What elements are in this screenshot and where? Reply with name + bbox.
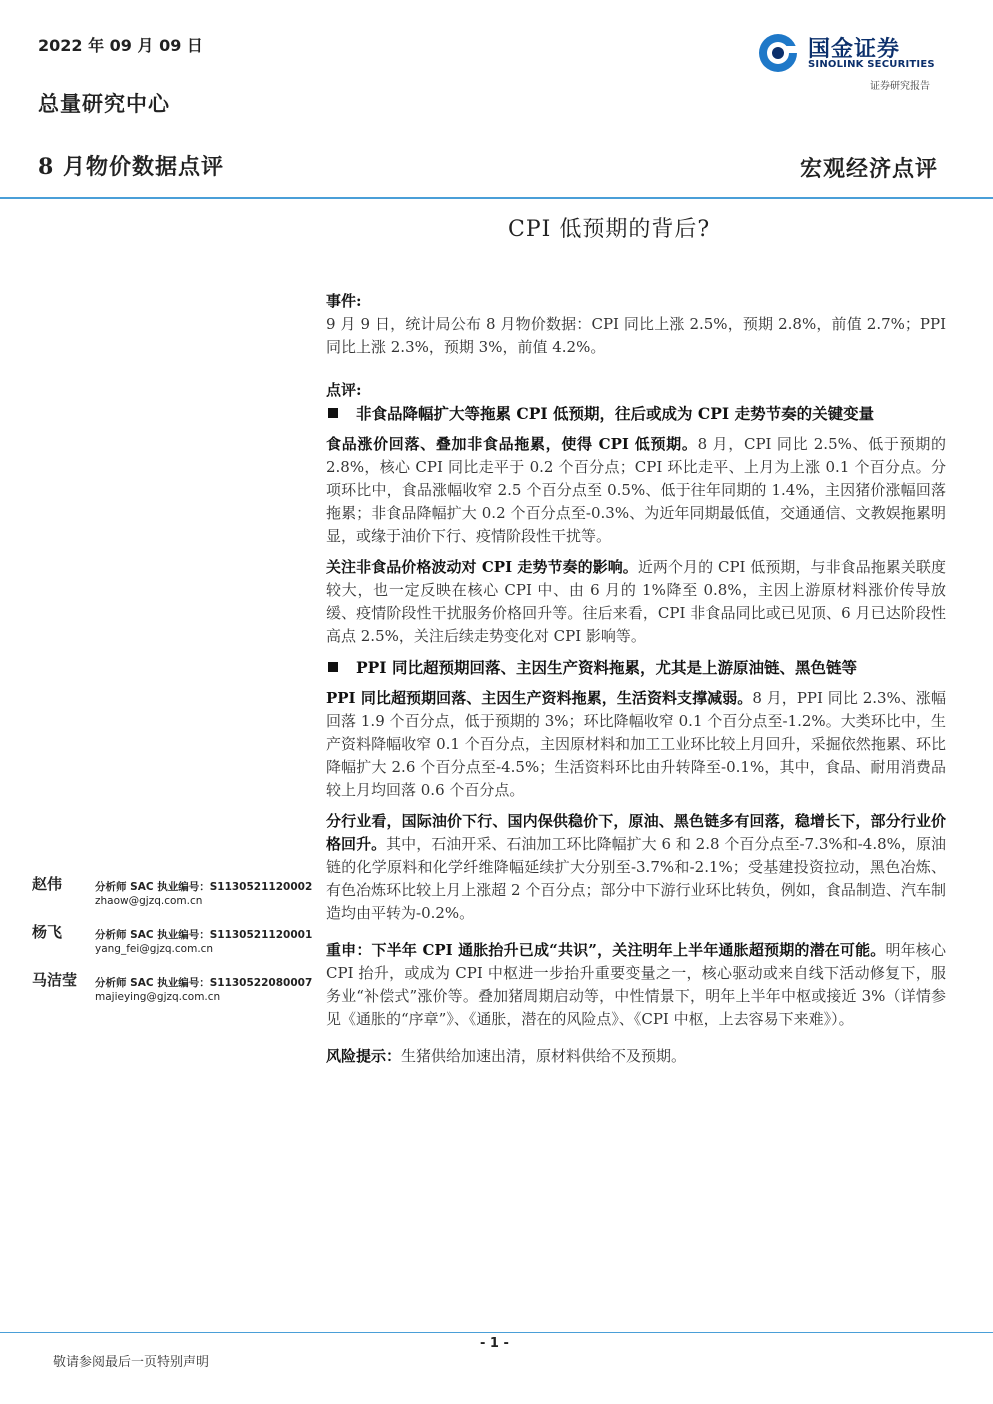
analyst-cert: 分析师 SAC 执业编号：S1130521120002 (95, 881, 313, 893)
analyst-name: 马洁莹 (32, 971, 78, 989)
paragraph-lead: PPI 同比超预期回落、主因生产资料拖累，生活资料支撑减弱。 (326, 689, 753, 707)
paragraph-text: 8 月，PPI 同比 2.3%、涨幅回落 1.9 个百分点，低于预期的 3%；环比降幅收窄 0.1 个百分点至-1.2%。大类环比中，生产资料降幅收窄 0.1 个百分点，主因原材料和加工工业环比较上月回升，采掘依然拖累、环比降幅扩大 2.6 个百分点至-4.5%；生活资料环比由升转降至-0.1%，其中，食品、耐用消费品较上月均回落 0.6 个百分点。 (326, 689, 946, 799)
analyst-cert: 分析师 SAC 执业编号：S1130521120001 (95, 929, 313, 941)
bullet-ppi (326, 656, 946, 679)
event-text: 9 月 9 日，统计局公布 8 月物价数据：CPI 同比上涨 2.5%，预期 2.8%，前值 2.7%；PPI 同比上涨 2.3%，预期 3%，前值 4.2%。 (326, 315, 946, 356)
department-name: 总量研究中心 (38, 91, 170, 116)
analyst-entry (32, 921, 312, 969)
footer-disclaimer: 敬请参阅最后一页特别声明 (53, 1355, 210, 1370)
event-heading: 事件: (326, 292, 362, 310)
report-date: 2022 年 09 月 09 日 (38, 36, 203, 55)
paragraph-ppi (326, 687, 946, 802)
analyst-name: 杨飞 (32, 923, 63, 941)
paragraph-cpi-nonfood (326, 556, 946, 648)
analyst-entry (32, 873, 312, 921)
risk-label: 风险提示： (326, 1047, 402, 1065)
report-title: CPI 低预期的背后? (508, 217, 711, 242)
header-divider (0, 197, 993, 199)
paragraph-industry (326, 810, 946, 925)
brand-subtitle: 证券研究报告 (870, 81, 930, 92)
paragraph-text: 其中，石油开采、石油加工环比降幅扩大 6 和 2.8 个百分点至-7.3%和-4.8%，原油链的化学原料和化学纤维降幅延续扩大分别至-3.7%和-2.1%；受基建投资拉动，黑色冶炼、有色冶炼环比较上月上涨超 2 个百分点；部分中下游行业环比转负，例如，食品制造、汽车制造均由平转为-0.2%。 (326, 835, 946, 922)
bullet-cpi-text: 非食品降幅扩大等拖累 CPI 低预期，往后或成为 CPI 走势节奏的关键变量 (356, 404, 875, 423)
sinolink-logo-icon (757, 32, 801, 74)
paragraph-text: 近两个月的 CPI 低预期，与非食品拖累关联度较大，也一定反映在核心 CPI 中、由 6 月的 1%降至 0.8%，主因上游原材料涨价传导放缓、疫情阶段性干扰服务价格回升等。往后来看，CPI 非食品同比或已见顶、6 月已达阶段性高点 2.5%，关注后续走势变化对 CPI 影响等。 (326, 558, 946, 645)
report-subject: 8 月物价数据点评 (38, 154, 224, 180)
paragraph-lead: 重申：下半年 CPI 通胀抬升已成“共识”，关注明年上半年通胀超预期的潜在可能。 (326, 941, 886, 959)
risk-text: 生猪供给加速出清，原材料供给不及预期。 (401, 1047, 687, 1065)
analyst-email[interactable]: yang_fei@gjzq.com.cn (95, 943, 214, 955)
paragraph-lead: 食品涨价回落、叠加非食品拖累，使得 CPI 低预期。 (326, 435, 698, 453)
bullet-square-icon (328, 662, 338, 672)
analyst-name: 赵伟 (32, 875, 63, 893)
paragraph-outlook (326, 939, 946, 1031)
analyst-list (32, 873, 312, 1017)
page-number: - 1 - (480, 1336, 509, 1351)
paragraph-lead: 关注非食品价格波动对 CPI 走势节奏的影响。 (326, 558, 638, 576)
bullet-cpi (326, 402, 946, 425)
analyst-cert: 分析师 SAC 执业编号：S1130522080007 (95, 977, 313, 989)
bullet-square-icon (328, 408, 338, 418)
brand-name-cn: 国金证券 (808, 37, 901, 62)
paragraph-cpi-food (326, 433, 946, 548)
report-body (326, 290, 946, 1068)
bullet-ppi-text: PPI 同比超预期回落、主因生产资料拖累，尤其是上游原油链、黑色链等 (356, 658, 857, 677)
footer-divider (0, 1332, 993, 1333)
paragraph-lead: 分行业看，国际油价下行、国内保供稳价下，原油、黑色链多有回落，稳增长下，部分行业价格回升。 (326, 812, 946, 853)
analyst-email[interactable]: zhaow@gjzq.com.cn (95, 895, 203, 907)
risk-warning (326, 1045, 946, 1068)
brand-name-en: SINOLINK SECURITIES (808, 59, 935, 70)
paragraph-text: 8 月，CPI 同比 2.5%、低于预期的 2.8%，核心 CPI 同比走平于 0.2 个百分点；CPI 环比走平、上月为上涨 0.1 个百分点。分项环比中，食品涨幅收窄 2.5 个百分点至 0.5%、低于往年同期的 1.4%，主因猪价涨幅回落拖累；非食品降幅扩大 0.2 个百分点至-0.3%、为近年同期最低值，交通通信、文教娱拖累明显，或缘于油价下行、疫情阶段性干扰等。 (326, 435, 947, 545)
comment-heading: 点评: (326, 381, 362, 399)
paragraph-text: 明年核心 CPI 抬升，或成为 CPI 中枢进一步抬升重要变量之一，核心驱动或来自线下活动修复下，服务业“补偿式”涨价等。叠加猪周期启动等，中性情景下，明年上半年中枢或接近 3%（详情参见《通胀的“序章”》、《通胀，潜在的风险点》、《CPI 中枢，上去容易下来难》）。 (326, 941, 946, 1028)
analyst-entry (32, 969, 312, 1017)
report-category: 宏观经济点评 (799, 156, 938, 182)
analyst-email[interactable]: majieying@gjzq.com.cn (95, 991, 221, 1003)
